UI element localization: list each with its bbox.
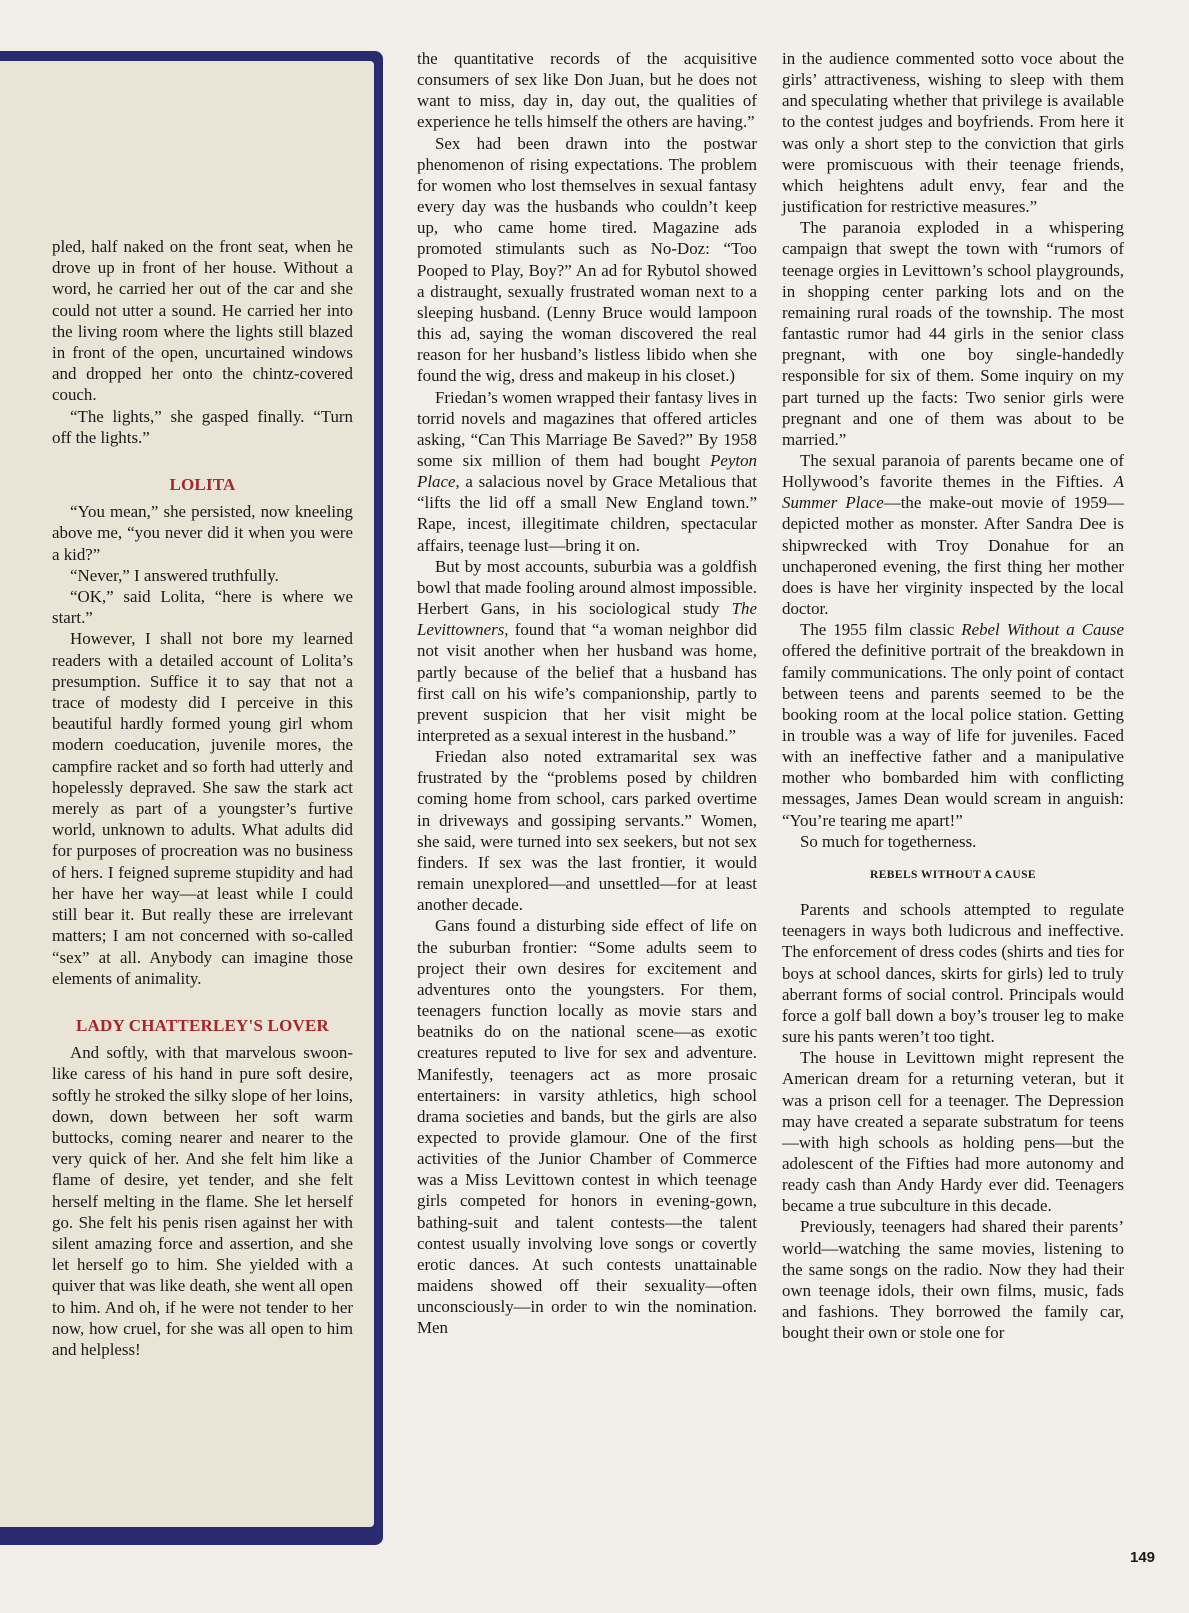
sidebar-paragraph: “You mean,” she persisted, now kneeling above me, “you never did it when you were a kid?” bbox=[52, 502, 353, 564]
book-title: Peyton Place bbox=[417, 450, 757, 492]
lolita-heading: LOLITA bbox=[169, 475, 236, 495]
article-paragraph: So much for togetherness. bbox=[800, 831, 977, 851]
sidebar-paragraph: However, I shall not bore my learned readers with a detailed account of Lolita’s presumption. Suffice it to say that not a trace of modesty did I perceive in this beautiful hardly formed young girl whom modern coeducation, juvenile mores, the campfire racket and so forth had utterly and hopelessly depraved. She saw the stark act merely as part of a youngster’s furtive world, unknown to adults. What adults did for purposes of procreation was no business of hers. I feigned supreme stupidity and had her have her way—at least while I could still bear it. But really these are irrelevant matters; I am not concerned with so-called “sex” at all. Anybody can imagine those elements of animality. bbox=[52, 629, 353, 988]
article-column-middle bbox=[417, 48, 757, 1339]
article-paragraph bbox=[417, 556, 757, 746]
article-paragraph bbox=[782, 619, 1124, 831]
article-paragraph: Previously, teenagers had shared their parents’ world—watching the same movies, listening to the same songs on the radio. Now they had their own teenage idols, their own films, music, fads and fashions. They borrowed the family car, bought their own or stole one for bbox=[782, 1217, 1124, 1343]
film-title: A Summer Place bbox=[782, 472, 1124, 513]
text-run: , found that “a woman neighbor did not visit another when her husband was home, partly because of the belief that a husband has first call on his wife’s companionship, partly to prevent suspicion that her visit might be interpreted as a sexual interest in the husband.” bbox=[417, 620, 757, 745]
film-title: Rebel Without a Cause bbox=[961, 620, 1124, 640]
book-title: The Levittowners bbox=[417, 599, 757, 640]
text-run: offered the definitive portrait of the breakdown in family communications. The only point of contact between teens and parents seemed to be the booking room at the local police station. Getting in trouble was a way of life for juveniles. Faced with an ineffective father and a manipulative mother who bombarded him with conflicting messages, James Dean would scream in anguish: “You’re tearing me apart!” bbox=[782, 641, 1124, 830]
text-run: , a salacious novel by Grace Metalious that “lifts the lid off a small New England town.” Rape, incest, illegitimate children, spectacular affairs, teenage lust—bring it on. bbox=[417, 472, 757, 555]
sidebar-paragraph: “Never,” I answered truthfully. bbox=[70, 565, 279, 585]
section-subhead: REBELS WITHOUT A CAUSE bbox=[870, 868, 1036, 881]
article-paragraph: Friedan also noted extramarital sex was frustrated by the “problems posed by children coming home from school, cars parked overtime in driveways and gossiping servants.” Women, she said, were turned into sex seekers, but not sex finders. If sex was the last frontier, it would remain unexplored—and unsettled—for at least another decade. bbox=[417, 747, 757, 915]
article-paragraph: the quantitative records of the acquisitive consumers of sex like Don Juan, but he does not want to miss, day in, day out, the qualities of experience he tells himself the others are having.” bbox=[417, 49, 757, 132]
article-column-right bbox=[782, 48, 1124, 1343]
lady-chatterley-heading: LADY CHATTERLEY'S LOVER bbox=[75, 1015, 330, 1035]
text-run: The sexual paranoia of parents became one of Hollywood’s favorite themes in the Fifties. bbox=[782, 450, 1124, 492]
text-run: —the make-out movie of 1959—depicted mother as monster. After Sandra Dee is shipwrecked with Troy Donahue for an unchaperoned evening, the first thing her mother does is have her virginity inspected by the local doctor. bbox=[782, 493, 1124, 619]
article-paragraph: Gans found a disturbing side effect of life on the suburban frontier: “Some adults seem to project their own desires for excitement and adventures onto the youngsters. For them, teenagers function locally as movie stars and beatniks do on the national scene—as exotic creatures reputed to live for sex and adventure. Manifestly, teenagers act as more prosaic entertainers: in varsity athletics, high school drama societies and bands, but the girls are also expected to provide glamour. One of the first activities of the Junior Chamber of Commerce was a Miss Levittown contest in which teenage girls competed for honors in evening-gown, bathing-suit and talent contests—the talent contest usually involving love songs or covertly erotic dances. At such contests unattainable maidens showed off their sexuality—often unconsciously—in order to win the nomination. Men bbox=[417, 916, 757, 1338]
sidebar-paragraph: And softly, with that marvelous swoon-like caress of his hand in pure soft desire, softly he stroked the silky slope of her loins, down, down between her soft warm buttocks, coming nearer and nearer to the very quick of her. And she felt him like a flame of desire, yet tender, and she felt herself melting in the flame. She let herself go. She felt his penis risen against her with silent amazing force and assertion, and she let herself go to him. She yielded with a quiver that was like death, she went all open to him. And oh, if he were not tender to her now, how cruel, for she was all open to him and helpless! bbox=[52, 1043, 353, 1359]
sidebar-paragraph: “The lights,” she gasped finally. “Turn off the lights.” bbox=[52, 406, 353, 447]
article-paragraph: The paranoia exploded in a whispering campaign that swept the town with “rumors of teenage orgies in Levittown’s school playgrounds, in shopping center parking lots and on the remaining rural roads of the township. The most fantastic rumor had 44 girls in the senior class pregnant, with one boy single-handedly responsible for six of them. Some inquiry on my part turned up the facts: Two senior girls were pregnant and one of them was about to be married.” bbox=[782, 218, 1124, 449]
article-paragraph: in the audience commented sotto voce about the girls’ attractiveness, wishing to sleep with them and speculating whether that privilege is available to the contest judges and boyfriends. From here it was only a short step to the conviction that girls were promiscuous with their teenage friends, which heightens adult envy, fear and the justification for restrictive measures.” bbox=[782, 49, 1124, 217]
article-paragraph: Parents and schools attempted to regulate teenagers in ways both ludicrous and ineffective. The enforcement of dress codes (shirts and ties for boys at school dances, skirts for girls) led to truly aberrant forms of social control. Principals would force a golf ball down a boy’s trouser leg to make sure his pants weren’t too tight. bbox=[782, 900, 1124, 1047]
text-run: But by most accounts, suburbia was a goldfish bowl that made fooling around almost impossible. Herbert Gans, in his sociological study bbox=[417, 556, 757, 619]
text-run: The 1955 film classic bbox=[800, 620, 962, 640]
article-paragraph bbox=[782, 450, 1124, 619]
sidebar-paragraph: “OK,” said Lolita, “here is where we start.” bbox=[52, 587, 353, 628]
sidebar-paragraph: pled, half naked on the front seat, when he drove up in front of her house. Without a word, he carried her out of the car and she could not utter a sound. He carried her into the living room where the lights still blazed in front of the open, uncurtained windows and dropped her onto the chintz-covered couch. bbox=[52, 237, 353, 405]
page-number: 149 bbox=[1130, 1549, 1156, 1566]
article-paragraph: Sex had been drawn into the postwar phenomenon of rising expectations. The problem for women who lost themselves in sexual fantasy every day was the husbands who couldn’t keep up, who came home tired. Magazine ads promoted stimulants such as No-Doz: “Too Pooped to Play, Boy?” An ad for Rybutol showed a distraught, sexually frustrated woman next to a sleeping husband. (Lenny Bruce would lampoon this ad, saying the woman discovered the real reason for her husband’s listless libido when she found the wig, dress and makeup in his closet.) bbox=[417, 133, 757, 386]
article-paragraph: The house in Levittown might represent the American dream for a returning veteran, but it was a prison cell for a teenager. The Depression may have created a separate substratum for teens—with high schools as holding pens—but the adolescent of the Fifties had more autonomy and ready cash than Andy Hardy ever did. Teenagers became a true subculture in this decade. bbox=[782, 1048, 1124, 1216]
sidebar-text bbox=[52, 236, 353, 1360]
article-paragraph bbox=[417, 387, 757, 556]
text-run: Friedan’s women wrapped their fantasy lives in torrid novels and magazines that offered articles asking, “Can This Marriage Be Saved?” By 1958 some six million of them had bought bbox=[417, 387, 757, 470]
